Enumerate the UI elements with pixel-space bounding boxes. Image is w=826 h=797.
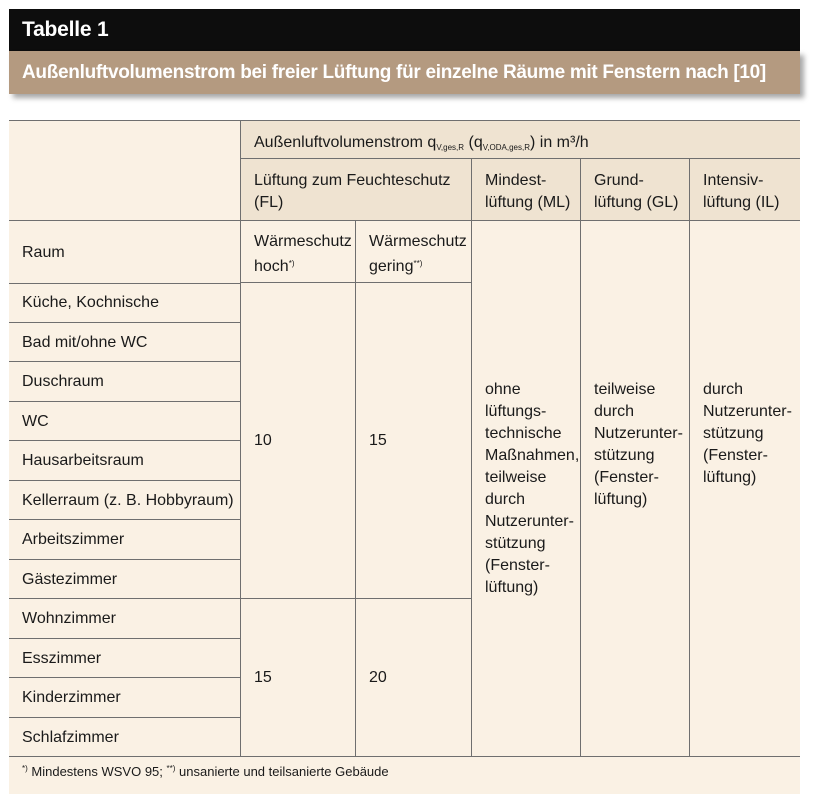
table-rule: [9, 756, 800, 757]
ventilation-table: [9, 120, 800, 794]
table-rule: [689, 158, 690, 756]
room-name: Schlafzimmer: [22, 729, 119, 746]
table-rule: [471, 158, 472, 756]
table-rule: [9, 677, 240, 678]
table-rule: [580, 158, 581, 756]
value-group1-gering: 15: [369, 432, 387, 449]
table-caption: Außenluftvolumenstrom bei freier Lüftung für einzelne Räume mit Fenstern nach [10]: [9, 51, 800, 94]
ws-hoch-header: Wärmeschutz hoch*): [254, 233, 352, 275]
table-rule: [9, 519, 240, 520]
table-rule: [9, 220, 800, 221]
ws-gering-header: Wärmeschutz gering**): [369, 233, 467, 275]
room-name: Wohnzimmer: [22, 610, 116, 627]
footnote: *) Mindestens WSVO 95; **) unsanierte und teilsanierte Gebäude: [22, 764, 389, 779]
room-name: Küche, Kochnische: [22, 294, 159, 311]
table-rule: [240, 158, 800, 159]
table-rule: [9, 401, 240, 402]
room-name: WC: [22, 413, 49, 430]
table-rule: [9, 361, 240, 362]
room-name: Kellerraum (z. B. Hobbyraum): [22, 492, 234, 509]
il-description: durch Nutzerunter- stützung (Fenster- lüftung): [703, 381, 792, 486]
table-rule: [9, 283, 240, 284]
fl-header: Lüftung zum Feuchteschutz (FL): [254, 172, 451, 211]
value-group2-hoch: 15: [254, 669, 272, 686]
value-group1-hoch: 10: [254, 432, 272, 449]
room-name: Esszimmer: [22, 650, 102, 667]
table-rule: [9, 559, 240, 560]
room-name: Hausarbeitsraum: [22, 452, 144, 469]
table-rule: [355, 220, 356, 756]
room-header: Raum: [22, 244, 65, 261]
table-label: Tabelle 1: [9, 9, 800, 51]
room-name: Kinderzimmer: [22, 689, 121, 706]
ml-description: ohne lüftungs- technische Maßnahmen, teilweise durch Nutzerunter- stützung (Fenster- lüftung): [485, 381, 580, 596]
table-rule: [9, 638, 240, 639]
il-header: Intensiv- lüftung (IL): [703, 172, 780, 211]
table-rule: [9, 120, 800, 121]
room-name: Duschraum: [22, 373, 104, 390]
gl-header: Grund- lüftung (GL): [594, 172, 679, 211]
group-header: Außenluftvolumenstrom $q_{V,ges,R}$ $(q_{V,ODA,ges,R})$ in m³/h: [254, 134, 589, 152]
gl-description: teilweise durch Nutzerunter- stützung (Fenster- lüftung): [594, 381, 683, 508]
table-rule: [9, 480, 240, 481]
table-rule: [9, 717, 240, 718]
table-rule: [9, 440, 240, 441]
table-rule: [9, 322, 240, 323]
table-rule: [240, 120, 241, 756]
room-name: Arbeitszimmer: [22, 531, 125, 548]
value-group2-gering: 20: [369, 669, 387, 686]
room-name: Bad mit/ohne WC: [22, 334, 148, 351]
room-name: Gästezimmer: [22, 571, 118, 588]
ml-header: Mindest- lüftung (ML): [485, 172, 571, 211]
